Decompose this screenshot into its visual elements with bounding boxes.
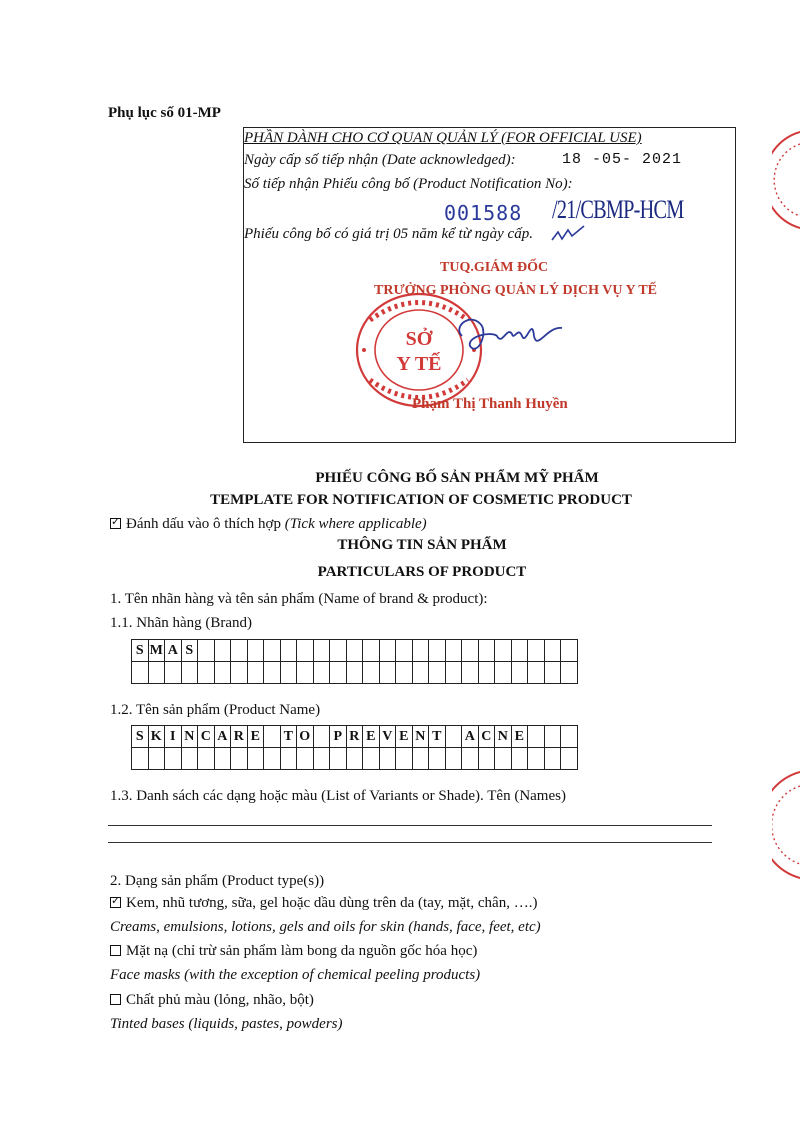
product-type-option (110, 895, 537, 912)
grid-cell[interactable] (181, 662, 198, 684)
grid-cell[interactable] (313, 748, 330, 770)
official-use-heading: PHẦN DÀNH CHO CƠ QUAN QUẢN LÝ (FOR OFFICIAL USE) (244, 130, 642, 146)
grid-cell[interactable]: E (396, 726, 413, 748)
initial-mark-icon (550, 224, 586, 246)
grid-cell[interactable] (231, 640, 248, 662)
brand-grid-row (132, 640, 578, 662)
grid-cell[interactable]: O (297, 726, 314, 748)
grid-cell[interactable] (544, 640, 561, 662)
product-type-en: Face masks (with the exception of chemical peeling products) (110, 967, 481, 983)
product-type-vi: Mặt nạ (chỉ trừ sản phẩm làm bong da nguồn gốc hóa học) (126, 943, 478, 959)
date-acknowledged-label: Ngày cấp số tiếp nhận (Date acknowledged): (244, 152, 516, 168)
grid-cell[interactable]: I (165, 726, 182, 748)
brand-label: 1.1. Nhãn hàng (Brand) (110, 615, 253, 631)
grid-cell[interactable] (214, 662, 231, 684)
grid-cell[interactable] (247, 640, 264, 662)
grid-cell[interactable] (412, 662, 429, 684)
grid-cell[interactable] (511, 662, 528, 684)
grid-cell[interactable] (330, 748, 347, 770)
checkbox-icon[interactable] (110, 994, 121, 1005)
validity-text: Phiếu công bố có giá trị 05 năm kể từ ngày cấp. (244, 226, 533, 242)
grid-cell[interactable] (280, 640, 297, 662)
product-type-vi: Kem, nhũ tương, sữa, gel hoặc dầu dùng trên da (tay, mặt, chân, ….) (126, 895, 538, 911)
grid-cell[interactable] (264, 748, 281, 770)
grid-cell[interactable]: C (198, 726, 215, 748)
grid-cell[interactable] (462, 640, 479, 662)
checked-box-icon[interactable] (110, 897, 121, 908)
product-type-vi: Chất phủ màu (lỏng, nhão, bột) (126, 992, 314, 1008)
grid-cell[interactable] (165, 748, 182, 770)
grid-cell[interactable]: N (412, 726, 429, 748)
grid-cell[interactable] (396, 662, 413, 684)
grid-cell[interactable] (231, 662, 248, 684)
grid-cell[interactable] (346, 640, 363, 662)
grid-cell[interactable] (396, 640, 413, 662)
grid-cell[interactable] (478, 662, 495, 684)
grid-cell[interactable] (264, 726, 281, 748)
variants-label: 1.3. Danh sách các dạng hoặc màu (List of Variants or Shade). Tên (Names) (110, 788, 566, 804)
grid-cell[interactable] (379, 662, 396, 684)
grid-cell[interactable] (297, 640, 314, 662)
grid-cell[interactable] (330, 640, 347, 662)
signer-title-2: TRƯỞNG PHÒNG QUẢN LÝ DỊCH VỤ Y TẾ (374, 283, 658, 298)
form-title-en: TEMPLATE FOR NOTIFICATION OF COSMETIC PRODUCT (210, 492, 632, 508)
product-type-en: Tinted bases (liquids, pastes, powders) (110, 1016, 343, 1032)
brand-grid-row (132, 662, 578, 684)
grid-cell[interactable] (181, 748, 198, 770)
grid-cell[interactable] (379, 640, 396, 662)
grid-cell[interactable] (247, 748, 264, 770)
grid-cell[interactable]: E (363, 726, 380, 748)
grid-cell[interactable] (165, 662, 182, 684)
grid-cell[interactable] (198, 662, 215, 684)
product-grid-row (132, 726, 578, 748)
checkbox-icon[interactable] (110, 945, 121, 956)
grid-cell[interactable] (132, 662, 149, 684)
grid-cell[interactable] (297, 748, 314, 770)
grid-cell[interactable] (379, 748, 396, 770)
grid-cell[interactable] (330, 662, 347, 684)
variants-line (108, 842, 712, 843)
tick-instruction-en: (Tick where applicable) (284, 516, 427, 532)
date-acknowledged-value: 18 -05- 2021 (562, 151, 683, 168)
grid-cell[interactable] (429, 662, 446, 684)
tick-instruction-vi: Đánh dấu vào ô thích hợp (126, 516, 281, 532)
section2-heading: 2. Dạng sản phẩm (Product type(s)) (110, 873, 325, 889)
grid-cell[interactable] (462, 748, 479, 770)
grid-cell[interactable] (247, 662, 264, 684)
grid-cell[interactable]: A (165, 640, 182, 662)
grid-cell[interactable]: E (511, 726, 528, 748)
official-use-box (243, 127, 736, 443)
signature-icon (452, 306, 572, 366)
product-type-option (110, 943, 477, 960)
grid-cell[interactable] (396, 748, 413, 770)
tick-instruction (110, 516, 427, 533)
grid-cell[interactable] (429, 748, 446, 770)
particulars-title-vi: THÔNG TIN SẢN PHẨM (337, 537, 507, 553)
grid-cell[interactable] (495, 662, 512, 684)
margin-seal-icon (772, 130, 800, 230)
grid-cell[interactable]: R (231, 726, 248, 748)
grid-cell[interactable] (313, 726, 330, 748)
grid-cell[interactable]: V (379, 726, 396, 748)
grid-cell[interactable] (346, 748, 363, 770)
grid-cell[interactable]: M (148, 640, 165, 662)
grid-cell[interactable] (363, 748, 380, 770)
grid-cell[interactable] (148, 662, 165, 684)
grid-cell[interactable] (412, 748, 429, 770)
grid-cell[interactable] (495, 640, 512, 662)
grid-cell[interactable] (148, 748, 165, 770)
grid-cell[interactable] (528, 640, 545, 662)
grid-cell[interactable] (445, 748, 462, 770)
grid-cell[interactable] (313, 640, 330, 662)
grid-cell[interactable]: T (280, 726, 297, 748)
grid-cell[interactable] (313, 662, 330, 684)
signer-title-1: TUQ.GIÁM ĐỐC (440, 260, 549, 275)
grid-cell[interactable] (280, 662, 297, 684)
grid-cell[interactable]: K (148, 726, 165, 748)
grid-cell[interactable] (561, 726, 578, 748)
variants-line (108, 825, 712, 826)
grid-cell[interactable]: T (429, 726, 446, 748)
notification-no-value: 001588 (444, 201, 523, 225)
grid-cell[interactable]: A (214, 726, 231, 748)
grid-cell[interactable]: S (181, 640, 198, 662)
appendix-label: Phụ lục số 01-MP (108, 105, 221, 121)
grid-cell[interactable] (280, 748, 297, 770)
grid-cell[interactable] (561, 748, 578, 770)
grid-cell[interactable] (528, 662, 545, 684)
grid-cell[interactable] (214, 640, 231, 662)
grid-cell[interactable] (445, 662, 462, 684)
grid-cell[interactable]: N (495, 726, 512, 748)
grid-cell[interactable] (478, 748, 495, 770)
grid-cell[interactable] (511, 748, 528, 770)
grid-cell[interactable] (132, 748, 149, 770)
grid-cell[interactable] (511, 640, 528, 662)
grid-cell[interactable]: E (247, 726, 264, 748)
grid-cell[interactable] (544, 662, 561, 684)
seal-top-text: SỞ (405, 328, 433, 350)
grid-cell[interactable] (363, 640, 380, 662)
grid-cell[interactable] (363, 662, 380, 684)
product-type-option (110, 992, 314, 1009)
notification-no-label: Số tiếp nhận Phiếu công bố (Product Notification No): (244, 176, 573, 192)
grid-cell[interactable]: A (462, 726, 479, 748)
grid-cell[interactable] (462, 662, 479, 684)
grid-cell[interactable] (445, 640, 462, 662)
product-type-en: Creams, emulsions, lotions, gels and oils for skin (hands, face, feet, etc) (110, 919, 541, 935)
checked-box-icon (110, 518, 121, 529)
grid-cell[interactable]: S (132, 640, 149, 662)
grid-cell[interactable] (495, 748, 512, 770)
grid-cell[interactable] (478, 640, 495, 662)
product-grid (131, 725, 578, 770)
grid-cell[interactable] (264, 640, 281, 662)
particulars-title-en: PARTICULARS OF PRODUCT (317, 564, 527, 580)
product-label: 1.2. Tên sản phẩm (Product Name) (110, 702, 321, 718)
brand-grid (131, 639, 578, 684)
grid-cell[interactable] (214, 748, 231, 770)
grid-cell[interactable] (544, 726, 561, 748)
seal-bottom-text: Y TẾ (396, 353, 442, 375)
grid-cell[interactable] (231, 748, 248, 770)
grid-cell[interactable] (297, 662, 314, 684)
grid-cell[interactable] (544, 748, 561, 770)
notification-no-suffix: /21/CBMP-HCM (552, 195, 684, 224)
grid-cell[interactable]: N (181, 726, 198, 748)
grid-cell[interactable] (198, 640, 215, 662)
grid-cell[interactable]: R (346, 726, 363, 748)
grid-cell[interactable] (412, 640, 429, 662)
signer-name: Phạm Thị Thanh Huyền (412, 396, 568, 412)
grid-cell[interactable] (429, 640, 446, 662)
grid-cell[interactable] (264, 662, 281, 684)
margin-seal-icon (772, 770, 800, 880)
grid-cell[interactable] (528, 748, 545, 770)
grid-cell[interactable]: C (478, 726, 495, 748)
section1-heading: 1. Tên nhãn hàng và tên sản phẩm (Name of brand & product): (110, 591, 488, 607)
grid-cell[interactable]: P (330, 726, 347, 748)
product-grid-row (132, 748, 578, 770)
grid-cell[interactable]: S (132, 726, 149, 748)
grid-cell[interactable] (561, 640, 578, 662)
grid-cell[interactable] (561, 662, 578, 684)
grid-cell[interactable] (346, 662, 363, 684)
grid-cell[interactable] (198, 748, 215, 770)
grid-cell[interactable] (528, 726, 545, 748)
form-title-vi: PHIẾU CÔNG BỐ SẢN PHẨM MỸ PHẨM (315, 470, 599, 486)
grid-cell[interactable] (445, 726, 462, 748)
